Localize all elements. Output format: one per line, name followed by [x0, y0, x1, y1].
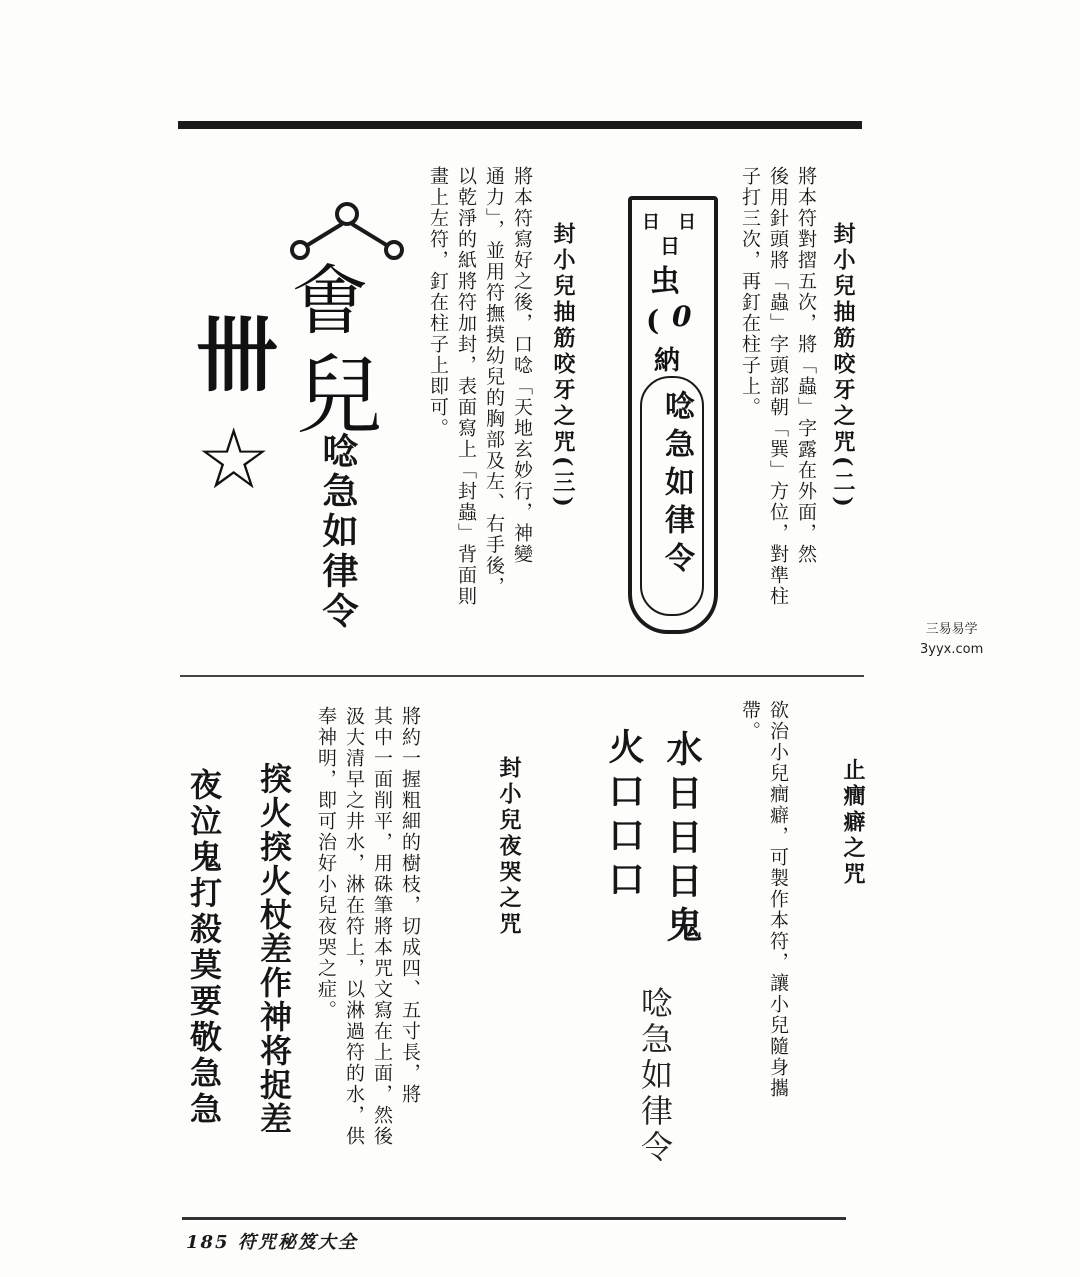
- middle-rule: [180, 675, 864, 677]
- talisman2-left-glyph: 卌: [196, 307, 279, 403]
- section3-title: 止癎癖之咒: [840, 758, 866, 888]
- watermark: [920, 620, 983, 660]
- section1-title: 封小兒抽筋咬牙之咒(二): [830, 222, 856, 511]
- top-rule: [178, 121, 862, 129]
- talisman-2: [282, 200, 412, 640]
- section4-body: 將約一握粗細的樹枝，切成四、五寸長，將 其中一面削平，用硃筆將本咒文寫在上面，然後 汲大清早之井水，淋在符上，以淋過符的水，供 奉神明，即可治好小兒夜哭之症。: [315, 706, 421, 1147]
- talisman1-top-right: 日: [678, 212, 696, 233]
- talisman-1: [628, 196, 718, 634]
- watermark-line1: 三易易学: [925, 622, 978, 637]
- talisman2-glyph-top: 㑹: [292, 256, 368, 345]
- section2-title: 封小兒抽筋咬牙之咒(三): [550, 222, 576, 511]
- talisman1-top-left: 日: [642, 212, 660, 233]
- talisman1-second: 日: [660, 234, 680, 258]
- incantation-line2: 夜泣鬼打殺莫要敬急急: [185, 768, 223, 1128]
- talisman1-stroke: (: [646, 304, 660, 337]
- page-footer: 185 符咒秘笈大全: [186, 1232, 358, 1253]
- talisman1-third: 虫: [650, 264, 680, 299]
- section1-body: 將本符對摺五次，將「蟲」字露在外面，然 後用針頭將「蟲」字頭部朝「巽」方位，對準柱 子打三次，再釘在柱子上。: [739, 166, 817, 607]
- talisman2-column: 唸急如律令: [317, 432, 359, 632]
- talisman3-col-right: 水日日日鬼: [661, 730, 703, 950]
- talisman1-oval: [640, 376, 704, 616]
- talisman1-column: 唸急如律令: [659, 390, 694, 580]
- section4-title: 封小兒夜哭之咒: [496, 756, 522, 938]
- watermark-line2: 3yyx.com: [920, 642, 984, 657]
- incantation-line1: 揬火揬火杖差作神将捉差: [255, 762, 293, 1136]
- talisman1-fifth: 納: [654, 346, 681, 376]
- talisman3-column: 唸急如律令: [636, 986, 674, 1166]
- talisman1-fourth: 0: [672, 300, 692, 333]
- section3-body: 欲治小兒癎癖，可製作本符，讓小兒隨身攜 帶。: [739, 700, 789, 1099]
- star-icon: ☆: [196, 410, 272, 508]
- talisman3-col-left: 火口口口: [603, 728, 645, 904]
- talisman2-glyph-mid: 兒: [296, 346, 382, 446]
- bottom-rule: [182, 1217, 846, 1220]
- section2-body: 將本符寫好之後，口唸「天地玄妙行，神變 通力」，並用符撫摸幼兒的胸部及左、右手後， 以乾淨的紙將符加封，表面寫上「封蟲」背面則 畫上左符，釘在柱子上即可。: [427, 166, 533, 607]
